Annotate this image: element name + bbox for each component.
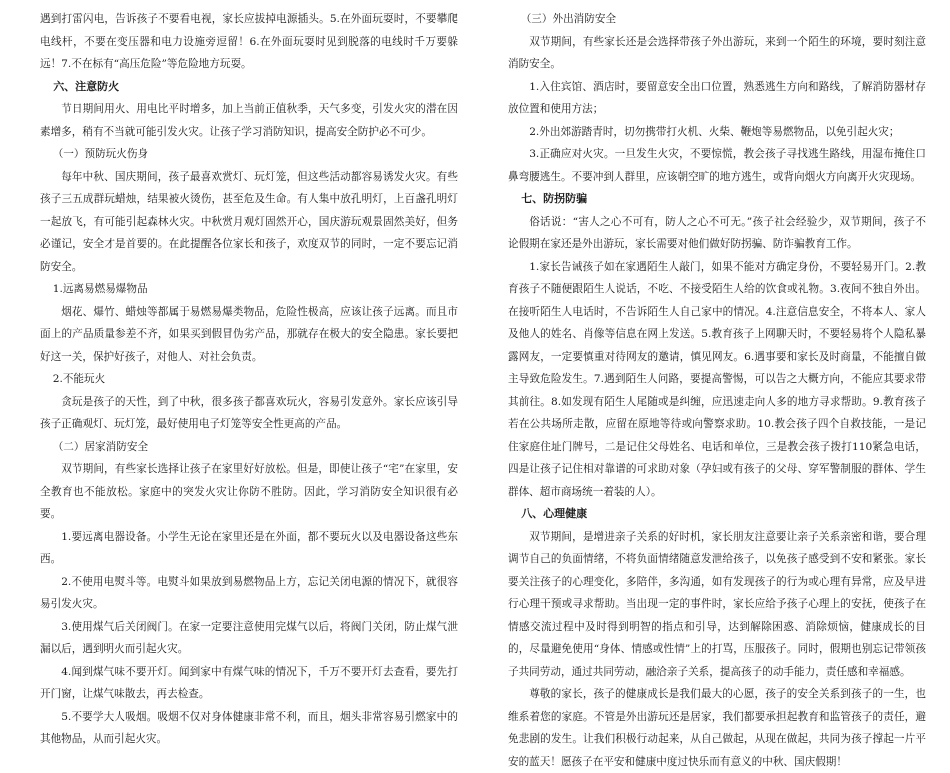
list-item: 2.外出郊游踏青时，切勿携带打火机、火柴、鞭炮等易燃物品，以免引起火灾；: [529, 125, 900, 138]
list-item-heading: 2.不能玩火: [52, 373, 106, 385]
left-column: [40, 8, 458, 751]
list-item: 2.不使用电熨斗等。电熨斗如果放到易燃物品上方，忘记关闭电源的情况下，就很容易引发火灾。: [40, 575, 458, 610]
list-item: 3.正确应对火灾。一旦发生火灾，不要惊慌，教会孩子寻找逃生路线，用湿布掩住口鼻弯腰逃生。不要冲到人群里，应该朝空旷的地方逃生，或背向烟火方向离开火灾现场。: [508, 148, 926, 183]
section-heading: 八、心理健康: [521, 507, 588, 520]
paragraph: 双节期间，有些家长选择让孩子在家里好好放松。但是，即使让孩子“宅”在家里，安全教育也不能放松。家庭中的突发火灾让你防不胜防。因此，学习消防安全知识很有必要。: [40, 463, 458, 520]
paragraph: 烟花、爆竹、蜡烛等都属于易燃易爆类物品，危险性极高，应该让孩子远离。而且市面上的产品质量参差不齐，如果买到假冒伪劣产品，那就存在极大的安全隐患。家长要把好这一关，保护好孩子，对他人、对社会负责。: [40, 305, 458, 363]
paragraph: 每年中秋、国庆期间，孩子最喜欢赏灯、玩灯笼，但这些活动都容易诱发火灾。有些孩子三五成群玩蜡烛，结果被火烫伤，甚至危及生命。有人集中放孔明灯，上百盏孔明灯一起放飞，有可能引起森林火灾。中秋赏月观灯固然开心，国庆游玩观景固然美好，但务必谨记，安全才是首要的。在此提醒各位家长和孩子，欢度双节的同时，一定不要忘记消防安全。: [40, 170, 458, 273]
subsection-heading: （一）预防玩火伤身: [52, 148, 149, 160]
paragraph: 双节期间，是增进亲子关系的好时机，家长朋友注意要让亲子关系亲密和谐，要合理调节自己的负面情绪，不将负面情绪随意发泄给孩子，以免孩子感受到不安和紧张。家长要关注孩子的心理变化，多陪伴，多沟通，如有发现孩子的行为或心理有异常，应及早进行心理干预或寻求帮助。当出现一定的事件时，家长应给予孩子心理上的安抚，使孩子在情感交流过程中及时得到明智的指点和引导，达到解除困惑、消除烦恼，健康成长的目的，尽量避免使用“身体、情感或性情”上的打骂，压服孩子。同时，假期也别忘记带领孩子共同劳动，通过共同劳动，融洽亲子关系，提高孩子的动手能力，责任感和幸福感。: [508, 530, 926, 678]
right-column: [508, 8, 926, 773]
list-item: 4.闻到煤气味不要开灯。闻到家中有煤气味的情况下，千万不要开灯去查看，要先打开门窗，让煤气味散去，再去检查。: [40, 665, 458, 700]
subsection-heading: （二）居家消防安全: [52, 440, 149, 453]
list-item-heading: 1.远离易燃易爆物品: [52, 283, 148, 295]
subsection-heading: （三）外出消防安全: [520, 13, 617, 25]
paragraph: 1.家长告诫孩子如在家遇陌生人敲门，如果不能对方确定身份，不要轻易开门。2.教育孩子不随便跟陌生人说话，不吃、不接受陌生人给的饮食或礼物。3.夜间不独自外出。在接听陌生人电话时，不告诉陌生人自己家中的情况。4.注意信息安全，不将本人、家人及他人的姓名、肖像等信息在网上发送。5.教育孩子上网聊天时，不要轻易将个人隐私暴露网友，一定要慎重对待网友的邀请，慎见网友。6.遇事要和家长及时商量，不能擅自做主导致危险发生。7.遇到陌生人问路，要提高警惕，可以告之大概方向，不能应其要求带其前往。8.如发现有陌生人尾随或是纠缠，应迅速走向人多的地方寻求帮助。9.教育孩子若在公共场所走散，应留在原地等待或向警察求助。10.教会孩子四个自救技能，一是记住家庭住址门牌号，二是记住父母姓名、电话和单位，三是教会孩子拨打110紧急电话，四是让孩子记住相对靠谱的可求助对象（孕妇或有孩子的父母、穿军警制服的群体、学生群体、超市商场统一着装的人）。: [508, 260, 926, 498]
list-item: 1.入住宾馆、酒店时，要留意安全出口位置，熟悉逃生方向和路线，了解消防器材存放位置和使用方法；: [508, 80, 926, 115]
paragraph: 贪玩是孩子的天性，到了中秋，很多孩子都喜欢玩火，容易引发意外。家长应该引导孩子正确观灯、玩灯笼，最好使用电子灯笼等安全性更高的产品。: [40, 395, 458, 430]
list-item: 1.要远离电器设备。小学生无论在家里还是在外面，都不要玩火以及电器设备这些东西。: [40, 530, 458, 565]
paragraph: 尊敬的家长，孩子的健康成长是我们最大的心愿，孩子的安全关系到孩子的一生，也维系着您的家庭。不管是外出游玩还是居家，我们都要承担起教育和监管孩子的责任，避免悲剧的发生。让我们积极行动起来，从自己做起，从现在做起，共同为孩子撑起一片平安的蓝天！愿孩子在平安和健康中度过快乐而有意义的中秋、国庆假期！: [508, 688, 926, 768]
paragraph: 双节期间，有些家长还是会选择带孩子外出游玩，来到一个陌生的环境，要时刻注意消防安全。: [508, 35, 926, 70]
section-heading: 七、防拐防骗: [521, 192, 588, 205]
list-item: 5.不要学大人吸烟。吸烟不仅对身体健康非常不利，而且，烟头非常容易引燃家中的其他物品，从而引起火灾。: [40, 710, 458, 745]
paragraph: 节日期间用火、用电比平时增多，加上当前正值秋季，天气多变，引发火灾的潜在因素增多，稍有不当就可能引发火灾。让孩子学习消防知识，提高安全防护必不可少。: [40, 103, 458, 138]
list-item: 3.使用煤气后关闭阀门。在家一定要注意使用完煤气以后，将阀门关闭，防止煤气泄漏以后，遇到明火而引起火灾。: [40, 620, 458, 655]
paragraph: 遇到打雷闪电，告诉孩子不要看电视，家长应拔掉电源插头。5.在外面玩耍时，不要攀爬电线杆，不要在变压器和电力设施旁逗留！6.在外面玩耍时见到脱落的电线时千万要躲远！7.不在标有“高压危险”等危险地方玩耍。: [40, 13, 458, 70]
paragraph: 俗话说：“害人之心不可有，防人之心不可无。”孩子社会经验少，双节期间，孩子不论假期在家还是外出游玩，家长需要对他们做好防拐骗、防诈骗教育工作。: [508, 215, 926, 250]
section-heading: 六、注意防火: [53, 79, 120, 93]
